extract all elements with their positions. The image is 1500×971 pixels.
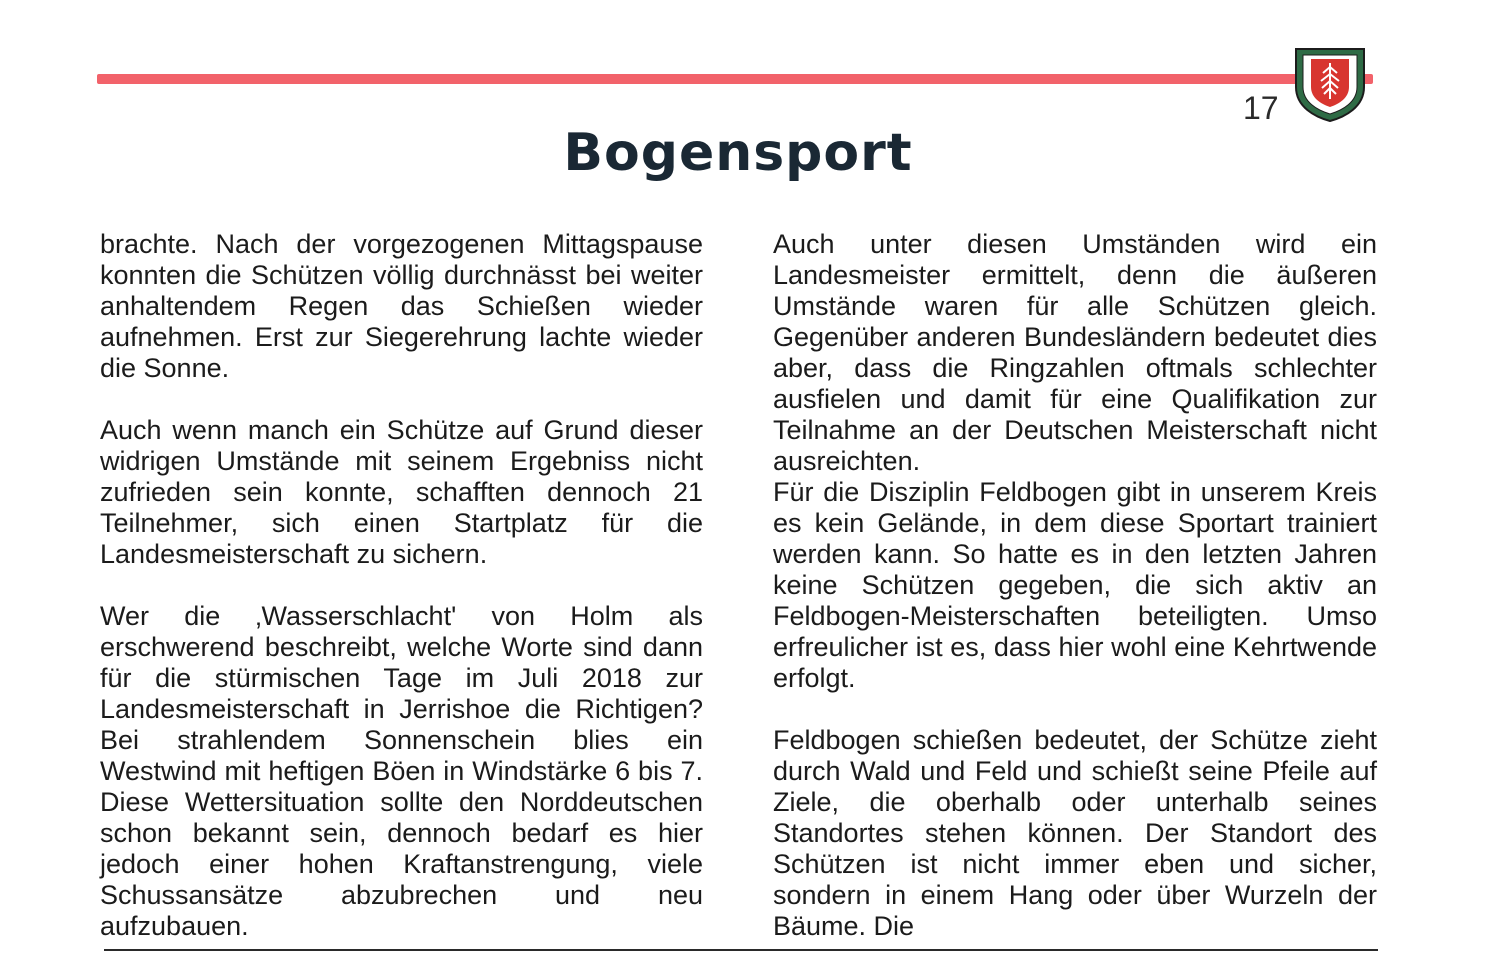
paragraph: Für die Disziplin Feldbogen gibt in unserem Kreis es kein Gelände, in dem diese Sportart trainiert werden kann. So hatte es in den letzten Jahren keine Schützen gegeben, die sich aktiv an Feldbogen-Meisterschaften beteiligten. Umso erfreulicher ist es, dass hier wohl eine Kehrtwende erfolgt.	[773, 477, 1377, 693]
page-title: Bogensport	[563, 123, 913, 183]
paragraph: Auch wenn manch ein Schütze auf Grund dieser widrigen Umstände mit seinem Ergebniss nicht zufrieden sein konnte, schafften dennoch 21 Teilnehmer, sich einen Startplatz für die Landesmeisterschaft zu sichern.	[100, 415, 703, 569]
left-text-column	[100, 229, 703, 942]
right-text-column	[773, 229, 1377, 942]
paragraph: brachte. Nach der vorgezogenen Mittagspause konnten die Schützen völlig durchnässt bei weiter anhaltendem Regen das Schießen wieder aufnehmen. Erst zur Siegerehrung lachte wieder die Sonne.	[100, 229, 703, 383]
shield-crest-icon	[1293, 47, 1367, 123]
page-number: 17	[1243, 90, 1279, 126]
paragraph: Wer die ‚Wasserschlacht' von Holm als erschwerend beschreibt, welche Worte sind dann für die stürmischen Tage im Juli 2018 zur Landesmeisterschaft in Jerrishoe die Richtigen? Bei strahlendem Sonnenschein blies ein Westwind mit heftigen Böen in Windstärke 6 bis 7. Diese Wettersituation sollte den Norddeutschen schon bekannt sein, dennoch bedarf es hier jedoch einer hohen Kraftanstrengung, viele Schussansätze abzubrechen und neu aufzubauen.	[100, 601, 703, 941]
footer-rule	[104, 949, 1378, 951]
header-accent-rule	[97, 74, 1373, 84]
paragraph: Auch unter diesen Umständen wird ein Landesmeister ermittelt, denn die äußeren Umstände waren für alle Schützen gleich. Gegenüber anderen Bundesländern bedeutet dies aber, dass die Ringzahlen oftmals schlechter ausfielen und damit für eine Qualifikation zur Teilnahme an der Deutschen Meisterschaft nicht ausreichten.	[773, 229, 1377, 476]
paragraph: Feldbogen schießen bedeutet, der Schütze zieht durch Wald und Feld und schießt seine Pfeile auf Ziele, die oberhalb oder unterhalb seines Standortes stehen können. Der Standort des Schützen ist nicht immer eben und sicher, sondern in einem Hang oder über Wurzeln der Bäume. Die	[773, 725, 1377, 941]
